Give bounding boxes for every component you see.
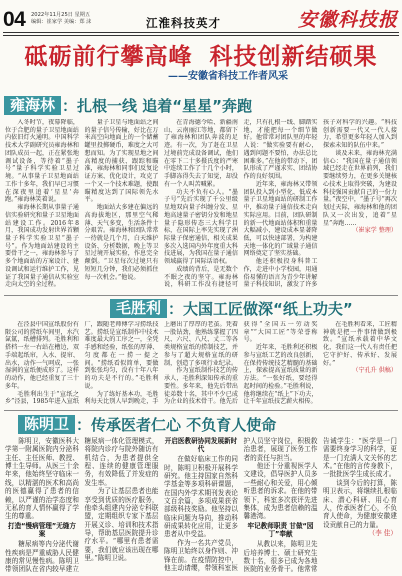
section-divider (4, 295, 398, 296)
headline: 砥砺前行攀高峰 科技创新结硕果 (24, 44, 378, 70)
paragraph: 地面站大多建在偏远的高海拔地区，那里空气稀薄、天气多变，生活条件十分艰苦。雍海林和团队常常一待就是几个月，白天维护设备、分析数据，晚上等卫星过境开展实验，作息完全颠倒。“卫星每次过境只有短短几分钟，我们必须抓住每一次机会。”他说。 (84, 204, 159, 281)
paragraph: 量子卫星与地面站之间的量子信号传输，好比在万米高空向地面上的一个储蓄罐里投掷硬币，难度之大可想而知。为了实现星地之间高精度的捕获、跟踪和瞄准，雍海林和同事们反复论证方案、优化设计，攻克了一个又一个技术难题，使跟瞄精度达到了国际领先水平。 (84, 119, 159, 204)
paragraph: 作为宣纸制作技艺的传承人，毛胜利深知传承的重要性。多年来，他先后带出徒弟数十名，其中不少已成为企业的技术骨干。他先后获得“全国五一劳动奖章”“大国工匠”等荣誉称号。 (164, 321, 318, 406)
article-title: ：大国工匠做深“纸上功夫” (168, 300, 353, 318)
paragraph: 为了练好基本功，毛胜利每天比别人早到晚走，手上磨出了厚厚的老茧。凭着一股钻劲，他熟练掌握了四尺、六尺、八尺、丈二等各类规格宣纸的捞制技艺，并参与了超大规格宣纸的研制，创造了多项行业纪录。 (84, 321, 238, 406)
page-number: 04 (3, 8, 26, 31)
paragraph: 他还积极投身科普工作，走进中小学校园，用通俗易懂的语言为青少年讲解量子科技知识，激发了许多孩子对科学的兴趣。“科技创新需要一代又一代人接力，希望更多年轻人加入到探索未知的队伍中来。” (243, 119, 397, 289)
article-title: ：扎根一线 追着“星星”奔跑 (62, 97, 252, 115)
paragraph: 近年来，雍海林又带领团队投入到小型化、低成本量子卫星地面站的研制工作中，推动量子通信技术走向实际应用。目前，团队研制的新一代地面站体积和重量大幅减小，建设成本显著降低，可以快速部署，为构建天地一体化的广域量子通信网络奠定了坚实基础。 (243, 180, 318, 258)
paragraph: 糖尿病等内分泌代谢性疾病是严重威胁人民健康的常见慢性病。陈明卫带领团队在省内较早建立糖尿病一体化管理模式，将院内诊疗与院外随访有机结合，为患者提供全程、连续的健康管理服务，有效降低了并发症的发生率。 (5, 437, 159, 574)
credit-line: （崔家学 整理） (352, 227, 397, 235)
name-box: 毛胜利 (110, 299, 167, 318)
masthead-logo: 安徽科技报 (297, 9, 398, 31)
paragraph: 毛胜利出生于“宣纸之乡”泾县，1985年进入宣纸厂，跟随老师傅学习捞纸技艺。捞纸是宣纸制作中技术难度最大的工序之一，全凭手感和经验，纸张的厚薄、匀度都在一捞一提之间。“捞纸看似简单，要做到张张均匀，没有十年八年的功夫是不行的。”毛胜利说。 (5, 321, 159, 406)
paragraph: 成绩的背后，是无数个不眠之夜的坚守。雍海林说，科研工作没有捷径可走，只有扎根一线、脚踏实地，才能把每一个细节做好。他常常对团队里的年轻人说：“做实验要有耐心，遇到问题不要怕，办法总比困难多。”在他的带动下，团队形成了严谨求实、团结协作的良好氛围。 (164, 119, 318, 289)
article-body (5, 119, 397, 292)
subheading: 牢记教师职责 甘做“园丁”奉献 (247, 522, 314, 539)
article-title: ：传承医者仁心 不负育人使命 (76, 416, 277, 434)
paragraph: 功夫不负有心人。“墨子号”先后实现了千公里级星地双向量子纠缠分发、星地高速量子密钥分发和地星量子隐形传态三大科学目标，在国际上率先实现了洲际量子保密通信，相关成果多次入选国内外年度重大科技进展，为我国在量子通信领域赢得了国际话语权。 (164, 188, 238, 266)
paragraph: 陈明卫，安徽医科大学第一附属医院内分泌科主任、主任医师、教授、博士生导师。从医三十余年来，他始终坚守临床一线，以精湛的医术和高尚的医德赢得了患者的信赖，以严谨的治学态度和无私的育人情怀赢得了学生的尊重。 (5, 437, 79, 521)
subheading: 开启医教研协同发展新时代 (164, 437, 238, 454)
section-name: 江淮科技英才 (146, 16, 221, 30)
article-body (5, 437, 397, 574)
article-body (5, 321, 397, 407)
paragraph: 在泾县中国宣纸股份有限公司的捞纸车间里，水汽氤氲，纸槽排列。毛胜利和搭档一左一右站在槽边，双手端起纸帘，入水、提帘、出水，动作一气呵成，一张湿润的宣纸便成形了。这样的动作，他已经重复了三十多年。 (5, 321, 79, 390)
section-divider (4, 410, 398, 411)
paragraph: 雍海林长期从事量子通信实验研究和量子卫星地面站建设工作。2016年8月，我国成功发射世界首颗量子科学实验卫星“墨子号”。作为地面站建设的主要骨干之一，雍海林参与了多个地面站的方案设计、建设调试和运行维护工作，见证了我国量子通信从实验室走向太空的全过程。 (5, 204, 79, 289)
paragraph: 作为一名共产党员，陈明卫始终以身作则、冲锋在前。在疫情防控中，他主动请缨，带领科室医护人员坚守岗位，积极救治患者，展现了医务工作者的责任与担当。 (164, 437, 318, 572)
paragraph: 为了让基层患者也能享受到优质的医疗服务，他牵头组建内分泌专科联盟，定期组织专家下基层开展义诊、培训和技术指导，帮助基层医院提升诊疗水平。“哪里有患者需要，我们就应该出现在哪里。”陈明卫说。 (84, 487, 159, 563)
issue-info (31, 12, 91, 26)
article-title-row (18, 415, 276, 434)
paragraph: 入冬时节，夜幕降临，位于合肥的量子卫星地面站内依旧灯火通明。中国科学技术大学副研究员雍海林和团队成员一起，正在紧张地调试设备，等待着“墨子号”量子科学实验卫星过境。“从事量子卫星地面站工作十多年，我们早已习惯在深夜里追着‘星星’奔跑。”雍海林笑着说。 (5, 119, 79, 204)
paragraph: 在做好临床工作的同时，陈明卫积极开展科学研究。他主持国家自然科学基金等多项科研课题，在国内外学术期刊发表论文百余篇，多项成果获省部级科技奖励。他坚持以临床问题为导向，推动科研成果转化应用，让更多患者从中受益。 (164, 455, 238, 539)
article-title-row (110, 299, 353, 318)
name-box: 陈明卫 (18, 415, 75, 434)
credit-line: （李 佳） (368, 528, 397, 537)
paragraph: 近年来，毛胜利还积极参与宣纸工艺的改良创新，在保持传统技艺精髓的基础上，探索提高宣纸质量的新方法。“一张好纸，要经得起时间的检验。”毛胜利说，他将继续在“纸上”下功夫，让千年宣纸技艺薪火相传。 (243, 344, 318, 406)
article-title-row (4, 96, 252, 115)
credit-line: （宁孔升 供稿） (352, 367, 397, 375)
issue-date: 2022年11月25日 星期五 (31, 12, 91, 18)
editor-credit: 编辑：崔家学 美编：郑 沫 (31, 19, 92, 25)
subheadline: ——安徽省科技工作者风采 (168, 71, 288, 82)
paragraph: 从教以来，陈明卫先后培养博士、硕士研究生数十名，很多已成为各地医院的业务骨干。他常常告诫学生：“医学是一门需要终身学习的科学，更是一门充满人文关怀的艺术。”在他的言传身教下，一批批医学生成长成才。 (243, 437, 397, 574)
paragraph: 他还十分重视医学人文建设，倡导医护人员多一些耐心和关爱，用心倾听患者的诉求。在他的带领下，科室多次获评先进集体，成为患者信赖的温馨港湾。 (243, 462, 318, 521)
paragraph: 在毛胜利看来，工匠精神就是把一件事情做到极致。“宣纸承载着中华文化，我们这一代人有责任把它守护好、传承好、发展好。” (323, 321, 397, 367)
name-box: 雍海林 (4, 96, 61, 115)
paragraph: 谈及未来，雍海林充满信心：“我国在量子通信领域已经走在世界前列，我们要继续努力，在更多关键核心技术上取得突破，为建设科技强国贡献自己的一份力量。”夜空中，“墨子号”再次划过天际，雍海林和他的团队又一次出发，追着“星星”奔跑…… (323, 149, 397, 227)
paragraph: 在青海德令哈、新疆南山、云南丽江等地，都留下了雍海林和团队奔波的足迹。有一次，为了赶在卫星过境前完成设备调试，他们在零下二十多摄氏度的严寒中连续工作了十几个小时，手脚冻得失去了知觉，却没有一个人叫苦喊累。 (164, 119, 238, 188)
header-rule (3, 32, 399, 33)
header-rule-thin (3, 35, 399, 36)
paragraph: 谈到今后的打算，陈明卫表示，将继续扎根临床、潜心科研、用心育人，传承医者仁心，不负育人使命，为健康安徽建设贡献自己的力量。 (323, 478, 397, 529)
subheading: 打造“慢病管理”无缝方案 (7, 522, 76, 539)
